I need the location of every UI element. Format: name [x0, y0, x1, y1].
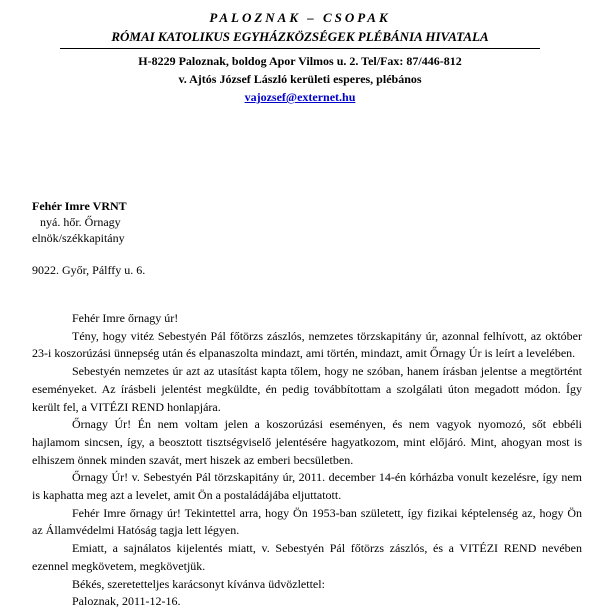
letterhead-email-line	[0, 90, 600, 105]
body-paragraph: Emiatt, a sajnálatos kijelentés miatt, v. Sebestyén Pál főtörzs zászlós, és a VITÉZI REND nevében ezennel megkövetem, megkövetjük.	[32, 541, 582, 573]
letter-body	[32, 310, 582, 611]
letterhead-parishes: PALOZNAK – CSOPAK	[209, 10, 391, 25]
recipient-position: elnök/székkapitány	[32, 231, 125, 245]
letterhead-office: RÓMAI KATOLIKUS EGYHÁZKÖZSÉGEK PLÉBÁNIA HIVATALA	[111, 29, 489, 44]
salutation: Fehér Imre őrnagy úr!	[72, 311, 179, 325]
recipient-name: Fehér Imre VRNT	[32, 199, 127, 213]
email-link[interactable]: vajozsef@externet.hu	[244, 90, 356, 104]
body-paragraph: Őrnagy Úr! Én nem voltam jelen a koszorúzási eseményen, és nem vagyok nyomozó, sőt ebbéli hajlamom sincsen, így, a beosztott tisztségviselő jelentésére hagyatkozom, mint előjáró. Mint, ahogyan most is elhiszem önnek minden szavát, mert hiszek az emberi becsületben.	[32, 417, 582, 467]
letterhead-priest: v. Ajtós József László kerületi esperes, plébános	[178, 72, 422, 86]
body-paragraph: Tény, hogy vitéz Sebestyén Pál főtörzs zászlós, nemzetes törzskapitány úr, azonnal felhívott, az október 23-i koszorúzási ünnepség után és elpanaszolta mindazt, ami történ, mindazt, amit Őrnagy Úr is leírt a levelében.	[32, 328, 582, 361]
body-paragraph: Őrnagy Úr! v. Sebestyén Pál törzskapitány úr, 2011. december 14-én kórházba vonult kezelésre, így nem is kaphatta meg azt a levelet, amit Ön a postaládájába eljuttatott.	[32, 470, 582, 503]
recipient-block	[32, 198, 127, 246]
letterhead-divider	[60, 48, 540, 49]
place-date: Paloznak, 2011-12-16.	[72, 594, 181, 609]
body-paragraph: Fehér Imre őrnagy úr! Tekintettel arra, hogy Ön 1953-ban született, így fizikai képtelenség az, hogy Ön az Államvédelmi Hatóság tagja lett légyen.	[32, 505, 582, 538]
letterhead-address: H-8229 Paloznak, boldog Apor Vilmos u. 2. Tel/Fax: 87/446-812	[138, 54, 462, 68]
recipient-rank: nyá. hőr. Őrnagy	[40, 215, 121, 229]
body-paragraph: Sebestyén nemzetes úr azt az utasítást kapta tőlem, hogy ne szóban, hanem írásban jelentse a megtörtént eseményeket. Az írásbeli jelentést megküldte, én pedig továbbítottam a szolgálati úton megadott módon. Így került fel, a VITÉZI REND honlapjára.	[32, 364, 582, 414]
closing: Békés, szeretetteljes karácsonyt kívánva üdvözlettel:	[72, 576, 325, 591]
recipient-address: 9022. Győr, Pálffy u. 6.	[32, 263, 146, 277]
